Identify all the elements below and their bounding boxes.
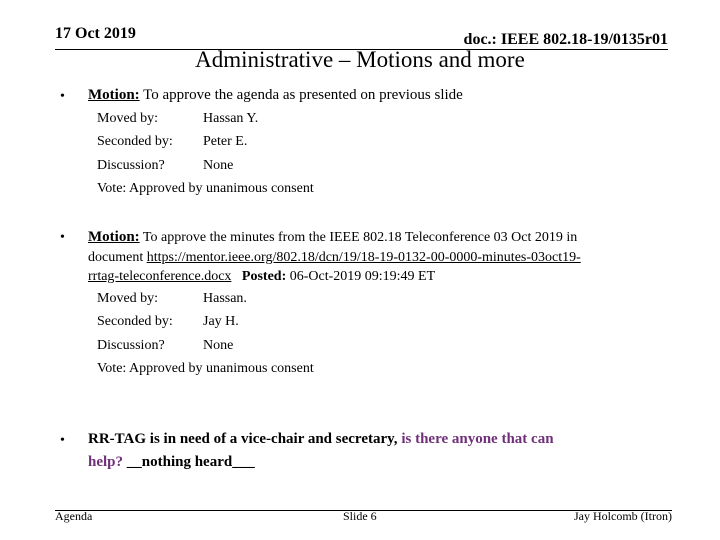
motion-2-vote: Vote: Approved by unanimous consent — [97, 361, 314, 376]
motion-2-line — [88, 229, 577, 246]
item-3-result: __nothing heard___ — [126, 454, 255, 470]
moved-by-value: Hassan. — [203, 291, 247, 306]
slide-title: Administrative – Motions and more — [195, 47, 525, 72]
item-3-question: is there anyone that can — [401, 431, 554, 447]
moved-by-label: Moved by: — [97, 291, 159, 306]
minutes-doc-link-cont[interactable]: rrtag-teleconference.docx — [88, 269, 232, 284]
motion-2-posted-line — [88, 269, 435, 285]
discussion-label: Discussion? — [97, 338, 165, 353]
bullet-2: • — [60, 230, 65, 245]
motion-1-line — [88, 87, 463, 104]
minutes-doc-link[interactable]: https://mentor.ieee.org/802.18/dcn/19/18-19-0132-00-0000-minutes-03oct19- — [146, 250, 581, 265]
motion-1-vote: Vote: Approved by unanimous consent — [97, 181, 314, 196]
item-3-question-cont: help? — [88, 454, 127, 470]
discussion-label: Discussion? — [97, 158, 165, 173]
discussion-value: None — [203, 158, 234, 173]
seconded-by-value: Peter E. — [203, 134, 248, 149]
posted-label: Posted: — [241, 269, 287, 284]
header-date: 17 Oct 2019 — [55, 25, 136, 42]
moved-by-label: Moved by: — [97, 111, 159, 126]
posted-value: 06-Oct-2019 09:19:49 ET — [286, 269, 436, 284]
moved-by-value: Hassan Y. — [203, 111, 259, 126]
seconded-by-value: Jay H. — [203, 314, 239, 329]
motion-1-discussion-row — [97, 158, 233, 174]
bullet-1: • — [60, 89, 65, 104]
discussion-value: None — [203, 338, 234, 353]
document-prefix: document — [88, 250, 147, 265]
motion-2-seconded-row — [97, 314, 239, 330]
motion-2-discussion-row — [97, 338, 233, 354]
motion-1-seconded-row — [97, 134, 247, 150]
footer-left: Agenda — [55, 509, 93, 523]
motion-1-moved-row — [97, 111, 258, 127]
seconded-by-label: Seconded by: — [97, 134, 173, 149]
motion-1-text: To approve the agenda as presented on previous slide — [139, 87, 463, 103]
seconded-by-label: Seconded by: — [97, 314, 173, 329]
motion-1-label: Motion: — [88, 87, 140, 103]
slide-number: Slide 6 — [343, 509, 377, 523]
header-doc-number: doc.: IEEE 802.18-19/0135r01 — [463, 31, 668, 48]
motion-2-label: Motion: — [88, 229, 140, 245]
bullet-3: • — [60, 433, 65, 448]
footer-author: Jay Holcomb (Itron) — [574, 509, 672, 523]
motion-2-text: To approve the minutes from the IEEE 802.18 Teleconference 03 Oct 2019 in — [139, 230, 578, 245]
item-3-line-2 — [88, 454, 255, 471]
item-3-line-1 — [88, 431, 554, 448]
motion-2-moved-row — [97, 291, 247, 307]
motion-2-doc-line — [88, 250, 581, 266]
item-3-text: RR-TAG is in need of a vice-chair and secretary, — [88, 431, 402, 447]
